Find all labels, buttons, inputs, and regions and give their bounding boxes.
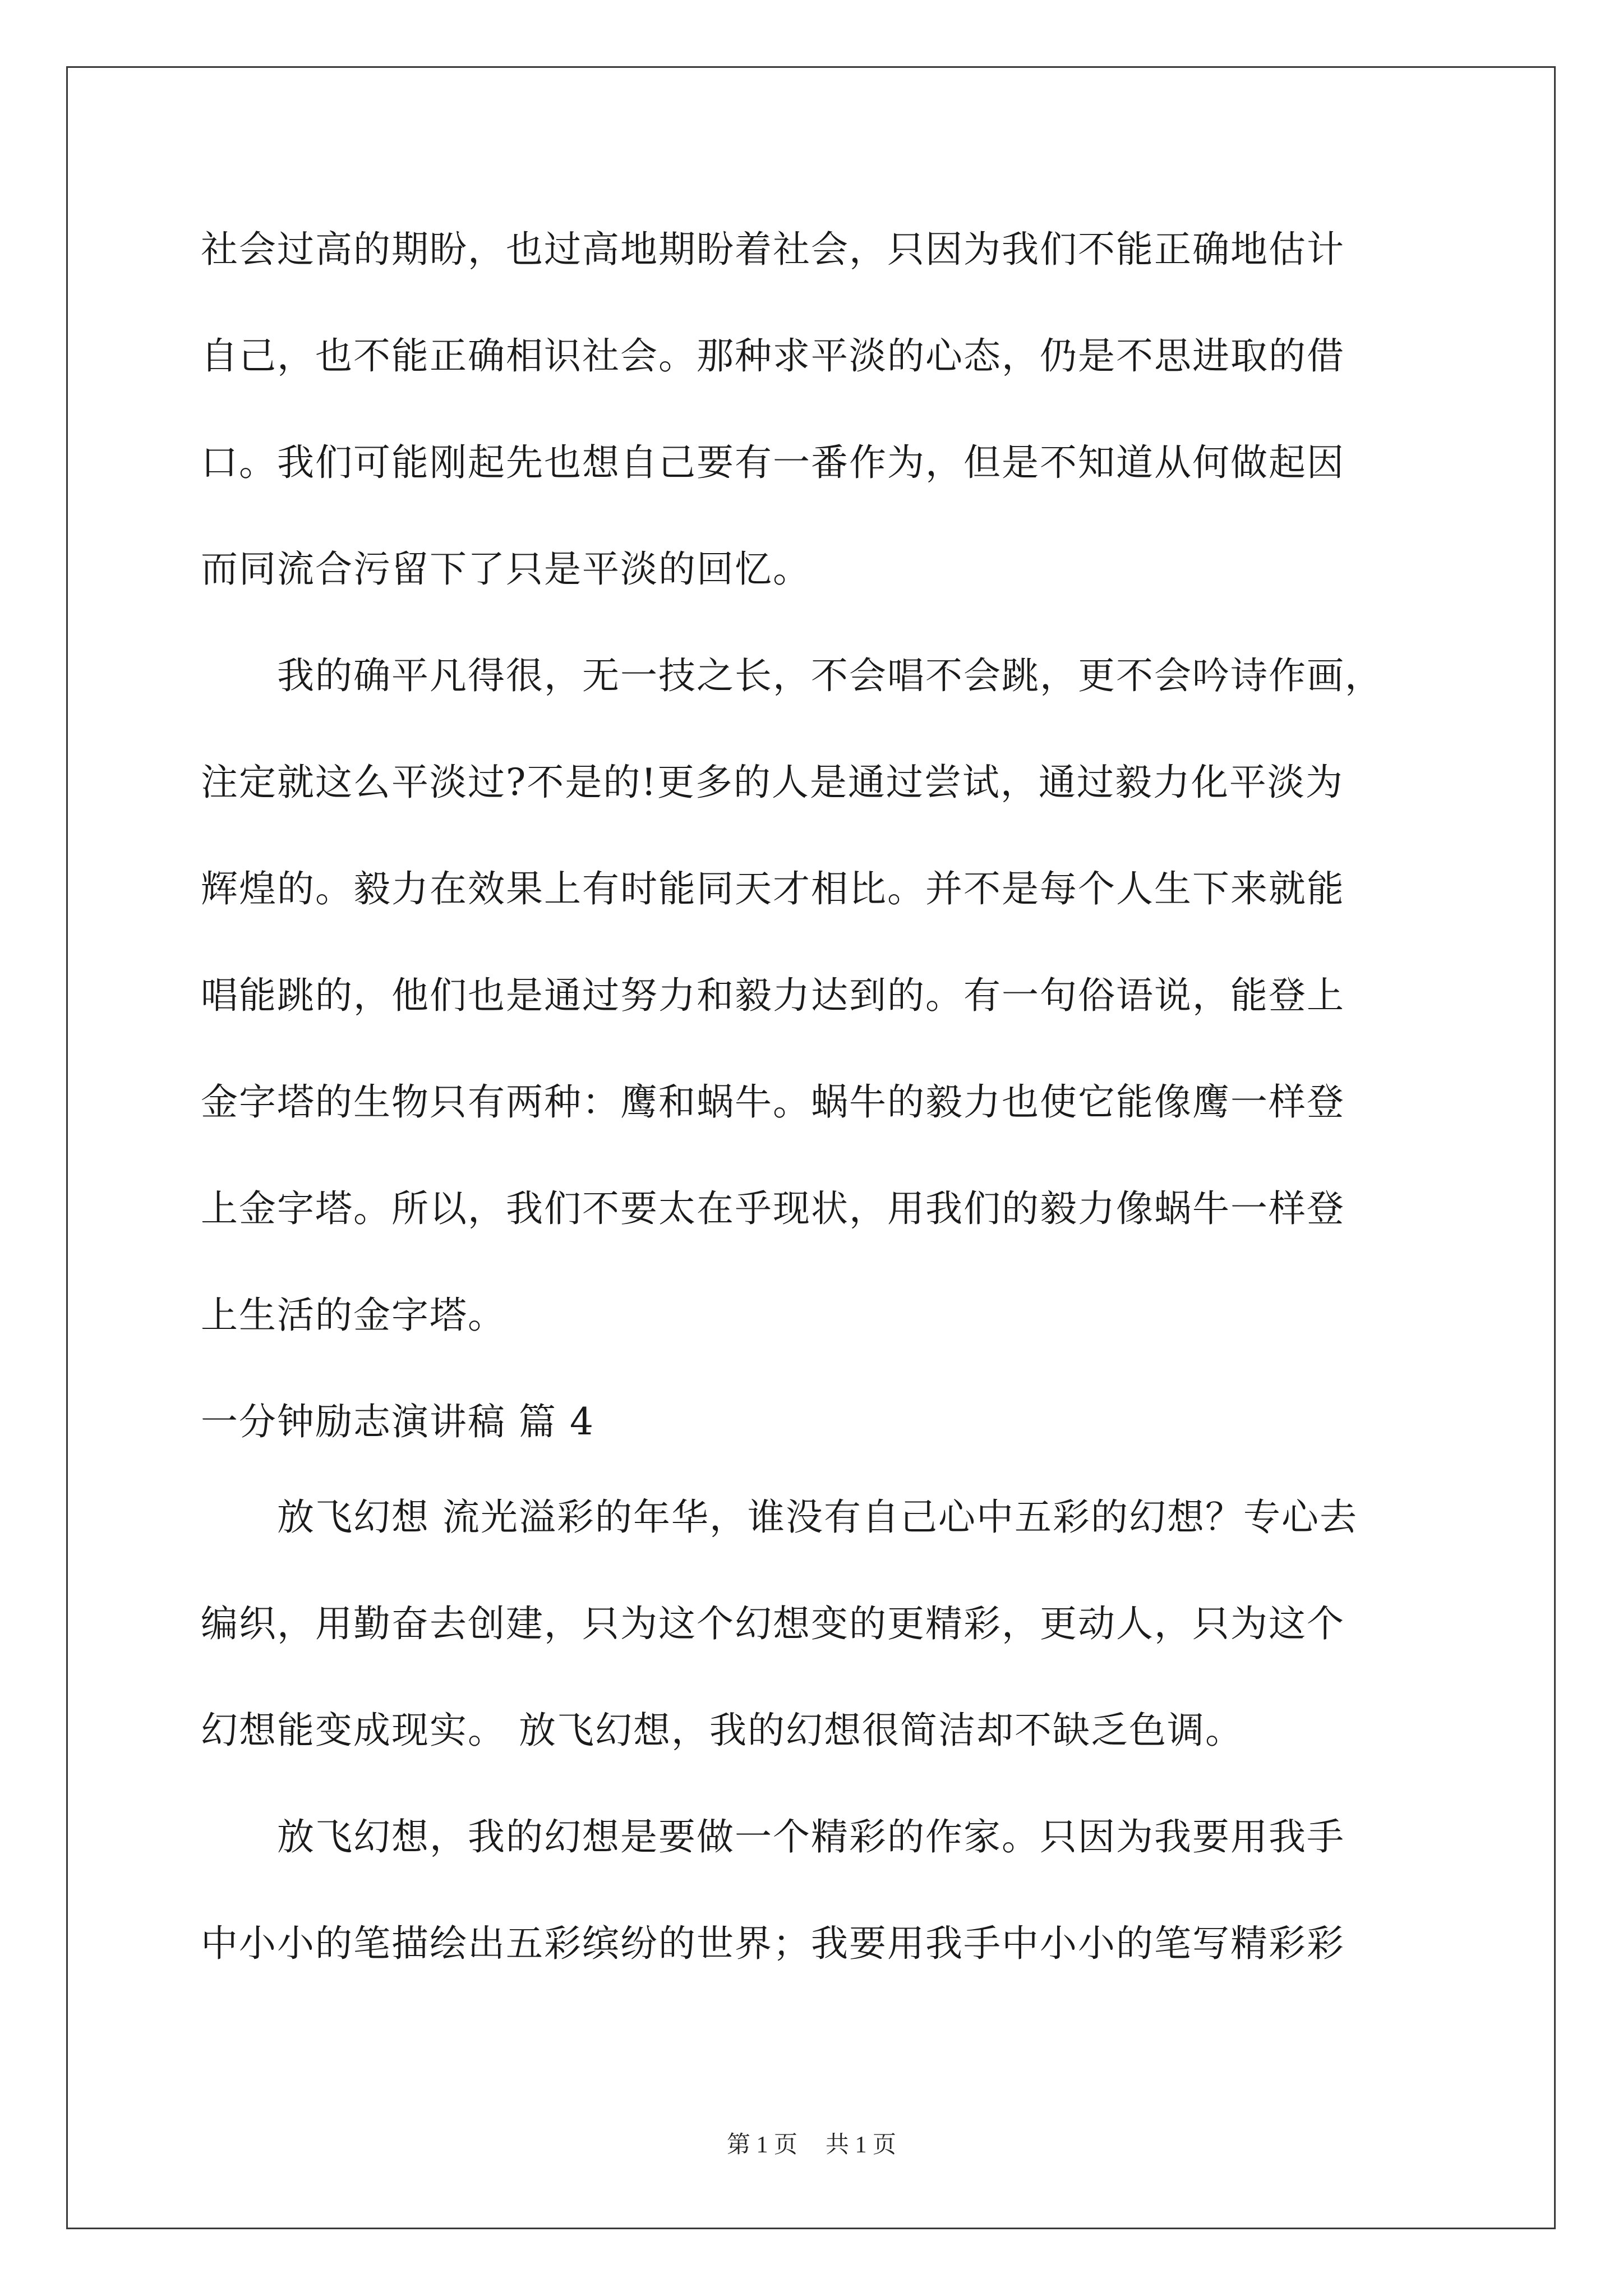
- page-total: 共 1 页: [826, 2132, 897, 2158]
- page-number: 第 1 页: [726, 2132, 797, 2158]
- page-footer: [0, 2126, 1623, 2160]
- text-line: 而同流合污留下了只是平淡的回忆。: [201, 547, 811, 591]
- section-heading: 一分钟励志演讲稿 篇 4: [201, 1400, 594, 1443]
- paragraph-start-line: 放飞幻想 流光溢彩的年华，谁没有自己心中五彩的幻想？专心去: [277, 1496, 1358, 1539]
- paragraph-start-line: 放飞幻想，我的幻想是要做一个精彩的作家。只因为我要用我手: [277, 1815, 1345, 1858]
- text-line: 社会过高的期盼，也过高地期盼着社会，只因为我们不能正确地估计: [201, 228, 1345, 271]
- text-line: 编织，用勤奋去创建，只为这个幻想变的更精彩，更动人，只为这个: [201, 1602, 1345, 1645]
- text-line: 中小小的笔描绘出五彩缤纷的世界；我要用我手中小小的笔写精彩彩: [201, 1922, 1345, 1965]
- text-line: 金字塔的生物只有两种：鹰和蜗牛。蜗牛的毅力也使它能像鹰一样登: [201, 1080, 1345, 1124]
- text-line: 注定就这么平淡过?不是的!更多的人是通过尝试，通过毅力化平淡为: [201, 761, 1344, 804]
- text-line: 上金字塔。所以，我们不要太在乎现状，用我们的毅力像蜗牛一样登: [201, 1187, 1345, 1230]
- text-line: 幻想能变成现实。 放飞幻想，我的幻想很简洁却不缺乏色调。: [201, 1709, 1243, 1752]
- text-line: 唱能跳的，他们也是通过努力和毅力达到的。有一句俗语说，能登上: [201, 974, 1345, 1017]
- document-body: [201, 213, 1423, 2014]
- text-line: 上生活的金字塔。: [201, 1294, 506, 1337]
- text-line: 口。我们可能刚起先也想自己要有一番作为，但是不知道从何做起因: [201, 441, 1345, 484]
- text-line: 自己，也不能正确相识社会。那种求平淡的心态，仍是不思进取的借: [201, 334, 1345, 378]
- text-line: 辉煌的。毅力在效果上有时能同天才相比。并不是每个人生下来就能: [201, 867, 1345, 910]
- paragraph-start-line: 我的确平凡得很，无一技之长，不会唱不会跳，更不会吟诗作画，: [277, 654, 1383, 697]
